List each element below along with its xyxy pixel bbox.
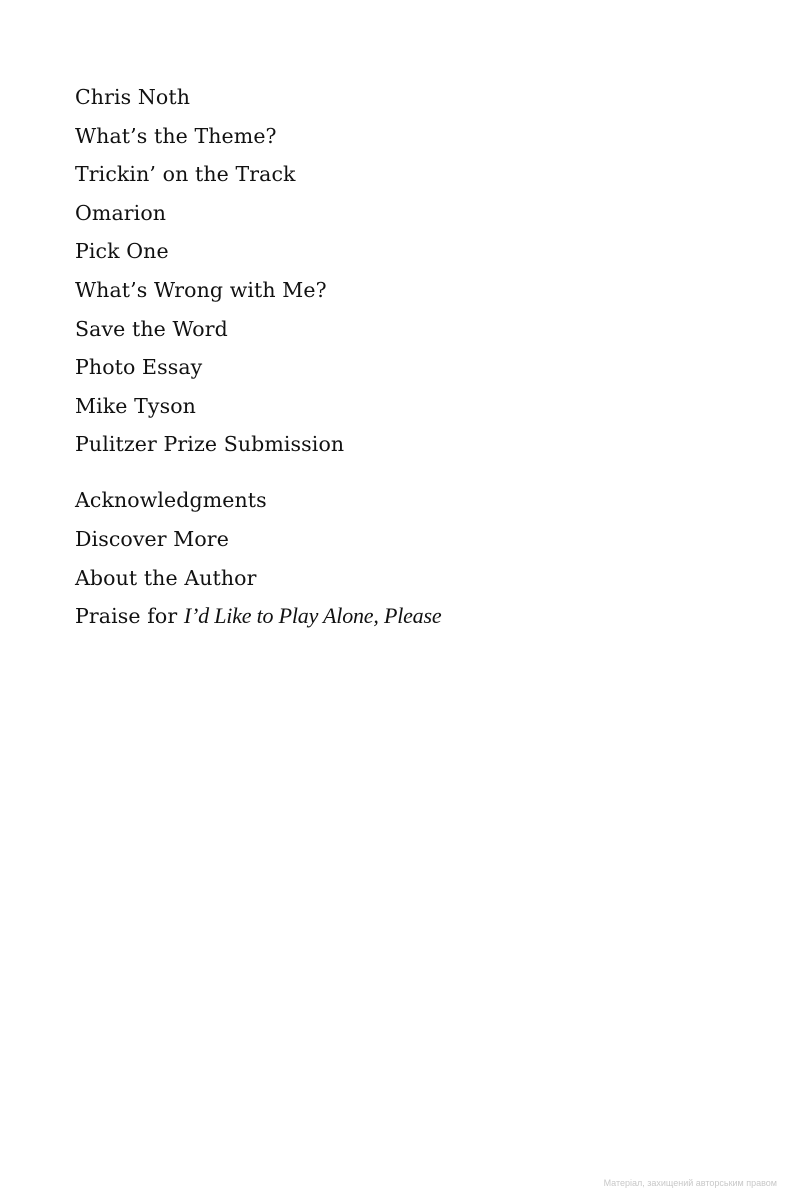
toc-entry[interactable]: Chris Noth — [75, 85, 191, 109]
praise-book-title: I’d Like to Play Alone, Please — [183, 603, 442, 629]
toc-entry[interactable]: Omarion — [75, 200, 167, 225]
toc-entry[interactable]: Trickin’ on the Track — [75, 162, 296, 187]
toc-entry[interactable]: Photo Essay — [75, 355, 203, 380]
toc-entry-about-the-author[interactable]: About the Author — [75, 565, 257, 590]
toc-entry[interactable]: Save the Word — [75, 316, 228, 341]
toc-entry[interactable]: What’s the Theme? — [75, 123, 277, 148]
toc-entry-acknowledgments[interactable]: Acknowledgments — [75, 488, 267, 513]
table-of-contents — [75, 78, 441, 636]
toc-entry[interactable]: What’s Wrong with Me? — [75, 277, 327, 302]
toc-entry-praise[interactable] — [75, 597, 441, 636]
copyright-watermark: Матеріал, захищений авторським правом — [603, 1178, 777, 1188]
toc-entry-discover-more[interactable]: Discover More — [75, 527, 229, 552]
praise-prefix: Praise for — [75, 604, 184, 629]
toc-entry[interactable]: Mike Tyson — [75, 393, 196, 418]
toc-entry[interactable]: Pick One — [75, 239, 169, 264]
toc-entry[interactable]: Pulitzer Prize Submission — [75, 432, 345, 457]
